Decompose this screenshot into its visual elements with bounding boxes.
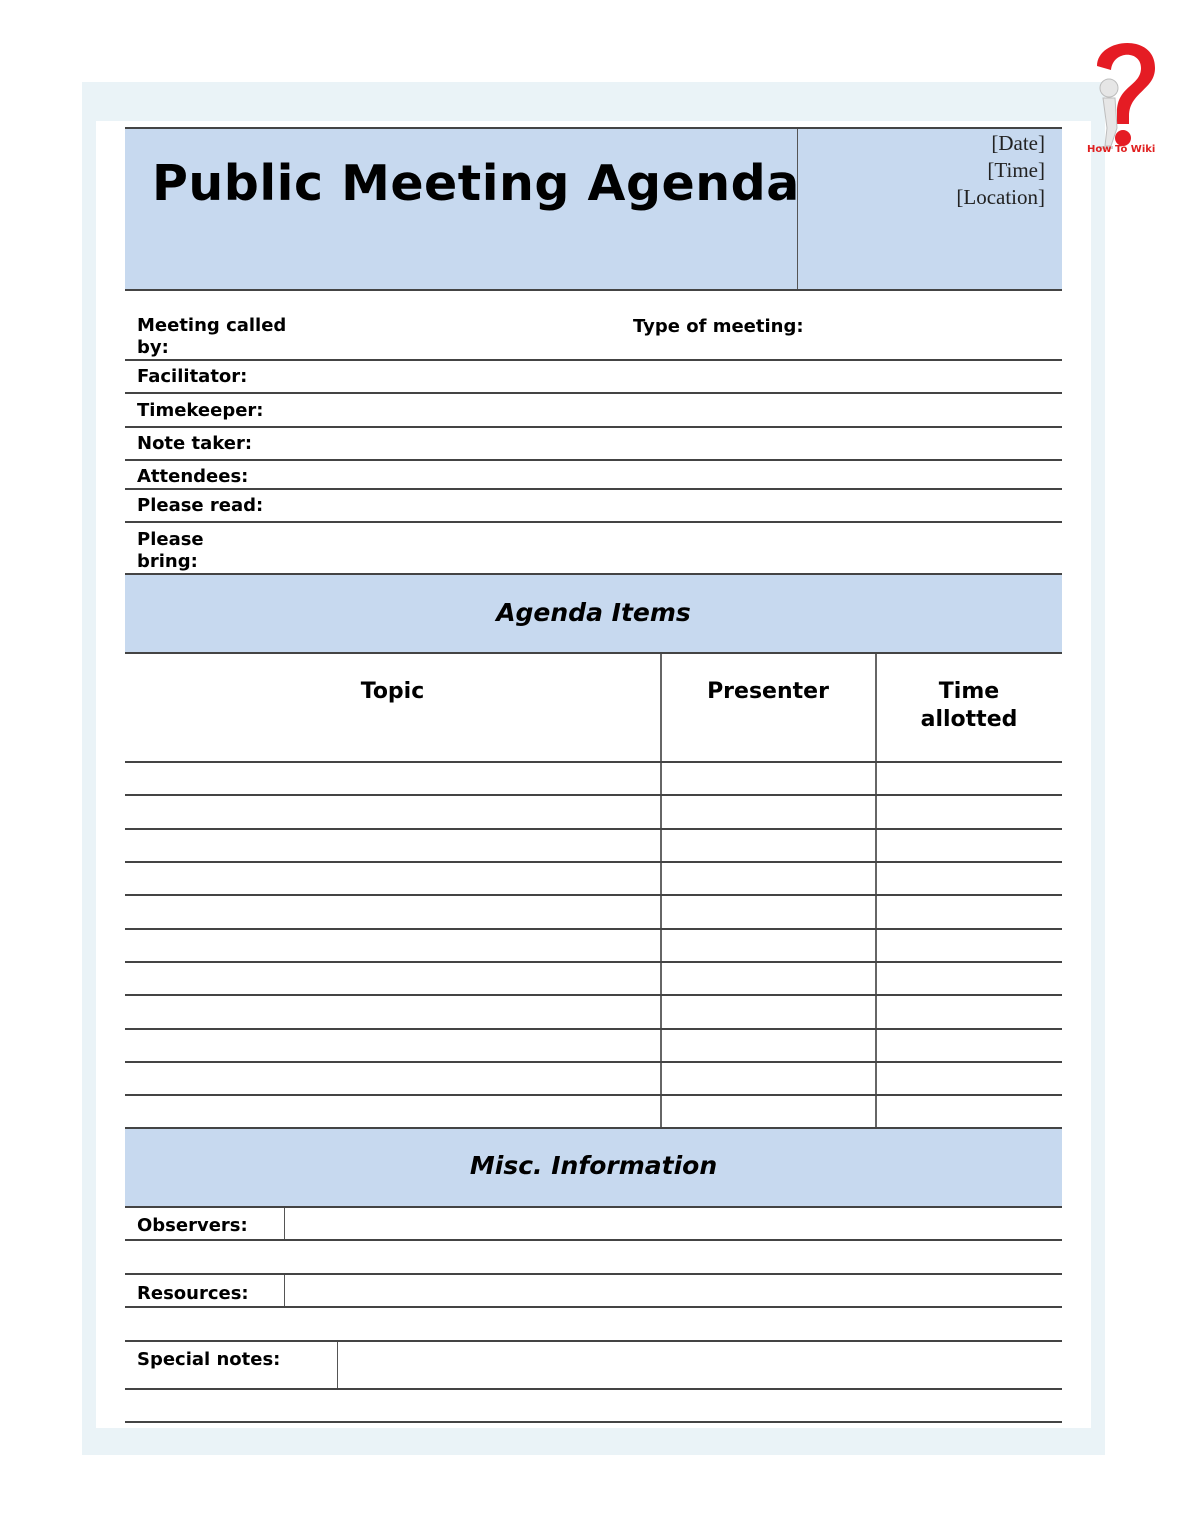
agenda-row-7-presenter[interactable]: [662, 963, 875, 994]
divider: [125, 1421, 1062, 1423]
agenda-row-1-time[interactable]: [877, 763, 1062, 794]
how-to-wiki-logo: [1085, 28, 1165, 158]
agenda-row-8-time[interactable]: [877, 996, 1062, 1028]
agenda-row-5-time[interactable]: [877, 896, 1062, 928]
special-notes-label: Special notes:: [137, 1349, 281, 1370]
agenda-section-title: Agenda Items: [496, 598, 691, 627]
agenda-row-4-presenter[interactable]: [662, 863, 875, 894]
agenda-row-11-topic[interactable]: [125, 1096, 660, 1127]
agenda-row-7-topic[interactable]: [125, 963, 660, 994]
agenda-row-1-presenter[interactable]: [662, 763, 875, 794]
agenda-row-8-topic[interactable]: [125, 996, 660, 1028]
time-field[interactable]: [Time]: [987, 158, 1045, 182]
meeting-called-by-label: Meeting called by:: [137, 315, 287, 358]
agenda-row-9-time[interactable]: [877, 1030, 1062, 1061]
question-mark-figure-icon: [1085, 28, 1165, 158]
attendees-field[interactable]: [265, 461, 1062, 488]
special-notes-divider: [337, 1342, 338, 1388]
agenda-row-6-presenter[interactable]: [662, 930, 875, 961]
agenda-row-7-time[interactable]: [877, 963, 1062, 994]
agenda-row-5-presenter[interactable]: [662, 896, 875, 928]
agenda-row-2-time[interactable]: [877, 796, 1062, 828]
agenda-row-9-topic[interactable]: [125, 1030, 660, 1061]
meeting-meta: [956, 130, 1045, 211]
agenda-row-6-time[interactable]: [877, 930, 1062, 961]
agenda-row-2-topic[interactable]: [125, 796, 660, 828]
facilitator-label: Facilitator:: [137, 366, 248, 387]
please-read-field[interactable]: [280, 490, 1062, 521]
agenda-row-1-topic[interactable]: [125, 763, 660, 794]
timekeeper-field[interactable]: [280, 394, 1062, 426]
type-of-meeting-label: Type of meeting:: [633, 316, 804, 337]
page-title: Public Meeting Agenda: [152, 155, 800, 212]
agenda-row-11-presenter[interactable]: [662, 1096, 875, 1127]
resources-field[interactable]: [286, 1275, 1062, 1306]
meeting-called-by-field[interactable]: [300, 305, 620, 359]
agenda-row-2-presenter[interactable]: [662, 796, 875, 828]
agenda-row-11-time[interactable]: [877, 1096, 1062, 1127]
agenda-row-3-topic[interactable]: [125, 830, 660, 861]
misc-section-title: Misc. Information: [469, 1151, 718, 1180]
agenda-row-3-time[interactable]: [877, 830, 1062, 861]
agenda-row-4-time[interactable]: [877, 863, 1062, 894]
note-taker-label: Note taker:: [137, 433, 253, 454]
facilitator-field[interactable]: [270, 361, 1062, 392]
attendees-label: Attendees:: [137, 466, 249, 487]
header-bottom-border: [125, 289, 1062, 291]
agenda-row-4-topic[interactable]: [125, 863, 660, 894]
agenda-row-10-presenter[interactable]: [662, 1063, 875, 1094]
observers-extra-line[interactable]: [125, 1241, 1062, 1273]
agenda-row-9-presenter[interactable]: [662, 1030, 875, 1061]
observers-label: Observers:: [137, 1215, 248, 1236]
resources-extra-line[interactable]: [125, 1308, 1062, 1340]
agenda-row-10-time[interactable]: [877, 1063, 1062, 1094]
location-field[interactable]: [Location]: [956, 185, 1045, 209]
timekeeper-label: Timekeeper:: [137, 400, 264, 421]
resources-label: Resources:: [137, 1283, 249, 1304]
logo-text: How To Wiki: [1087, 144, 1156, 155]
special-notes-extra-line[interactable]: [125, 1390, 1062, 1421]
type-of-meeting-field[interactable]: [820, 305, 1062, 359]
agenda-row-5-topic[interactable]: [125, 896, 660, 928]
column-header-topic: Topic: [360, 679, 425, 704]
note-taker-field[interactable]: [270, 428, 1062, 459]
please-bring-field[interactable]: [220, 523, 1062, 573]
resources-divider: [284, 1275, 285, 1307]
agenda-row-8-presenter[interactable]: [662, 996, 875, 1028]
agenda-row-3-presenter[interactable]: [662, 830, 875, 861]
please-read-label: Please read:: [137, 495, 264, 516]
observers-field[interactable]: [286, 1208, 1062, 1239]
agenda-band-bottom-border: [125, 652, 1062, 654]
observers-divider: [284, 1208, 285, 1240]
agenda-row-10-topic[interactable]: [125, 1063, 660, 1094]
please-bring-label: Please bring:: [137, 529, 204, 572]
special-notes-field[interactable]: [339, 1342, 1062, 1388]
column-header-time-allotted: Time allotted: [920, 679, 1018, 732]
agenda-row-6-topic[interactable]: [125, 930, 660, 961]
date-field[interactable]: [Date]: [991, 131, 1045, 155]
column-header-presenter: Presenter: [707, 679, 829, 704]
